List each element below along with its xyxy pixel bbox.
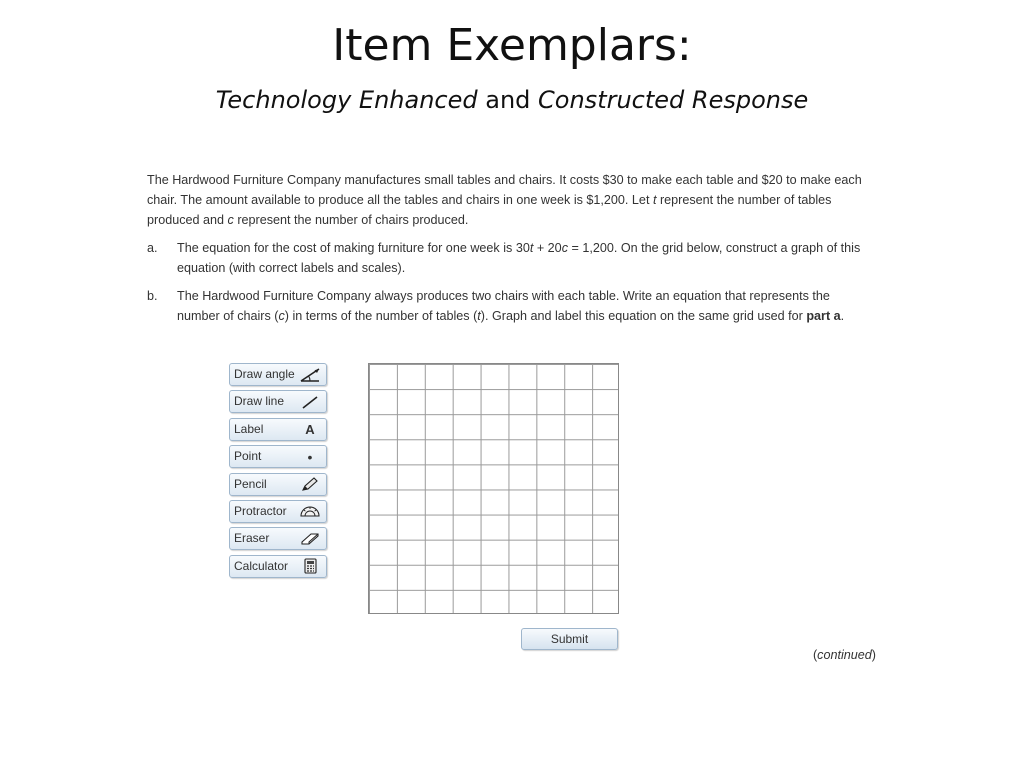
tool-label: Label [234, 421, 264, 436]
part-b-text [177, 286, 875, 326]
part-a-label: a. [147, 241, 158, 255]
b-text-1: The Hardwood Furniture Company always produces two chairs with each table. Write an equation that represents the number of chairs ( [177, 289, 830, 323]
draw-angle-button[interactable] [229, 363, 327, 386]
var-c: c [561, 241, 568, 255]
subtitle-and: and [477, 86, 539, 114]
var-c: c [227, 213, 234, 227]
eraser-icon [299, 530, 321, 547]
a-text-2: + 20 [533, 241, 562, 255]
tool-label: Protractor [234, 503, 287, 518]
pencil-icon [299, 476, 321, 493]
eraser-button[interactable] [229, 527, 327, 550]
tool-label: Calculator [234, 558, 289, 573]
b-text-3: ). Graph and label this equation on the same grid used for [480, 309, 807, 323]
var-c: c [278, 309, 285, 323]
submit-button[interactable]: Submit [521, 628, 618, 650]
part-a-reference: part a [806, 309, 841, 323]
tool-palette [229, 363, 327, 582]
intro-text-1: The Hardwood Furniture Company manufactures small tables and chairs. It costs $30 to make each table and $20 to make each chair. The amount available to produce all the tables and chairs in one week is $1,200. Let [147, 173, 862, 207]
paren-open: ( [812, 648, 818, 662]
calculator-icon [299, 558, 321, 575]
tool-label: Pencil [234, 476, 267, 491]
intro-text-3: represent the number of chairs produced. [233, 213, 469, 227]
tool-label: Draw angle [234, 367, 295, 381]
slide-subtitle [0, 82, 1024, 118]
var-t: t [652, 193, 657, 207]
a-text-3: = 1,200. On the grid below, construct a graph of this equation (with correct labels and scales). [177, 241, 861, 275]
var-t: t [529, 241, 534, 255]
subtitle-technology-enhanced: Technology Enhanced [215, 86, 478, 114]
label-a-icon: A [305, 421, 315, 437]
part-a-text [177, 238, 875, 278]
b-text-4: . [840, 309, 845, 323]
subtitle-constructed-response: Constructed Response [538, 86, 809, 114]
draw-angle-icon [299, 366, 321, 383]
pencil-button[interactable] [229, 473, 327, 496]
b-text-2: ) in terms of the number of tables ( [284, 309, 478, 323]
tool-label: Point [234, 449, 262, 464]
protractor-icon [299, 503, 321, 520]
intro-text-2: represent the number of tables produced and [147, 193, 832, 227]
tool-label: Draw line [234, 394, 285, 409]
point-icon: • [307, 448, 313, 465]
slide-title: Item Exemplars: [332, 20, 692, 71]
point-button[interactable] [229, 445, 327, 468]
draw-line-icon [299, 393, 321, 410]
label-button[interactable] [229, 418, 327, 441]
graph-grid[interactable] [368, 363, 619, 614]
var-t: t [477, 309, 481, 323]
continued-note [760, 648, 876, 662]
calculator-button[interactable] [229, 555, 327, 578]
continued-word: continued [817, 648, 872, 662]
tool-label: Eraser [234, 531, 270, 546]
part-b-label: b. [147, 289, 158, 303]
draw-line-button[interactable] [229, 390, 327, 413]
a-text-1: The equation for the cost of making furniture for one week is 30 [177, 241, 530, 255]
problem-intro [147, 170, 875, 230]
paren-close: ) [871, 648, 876, 662]
protractor-button[interactable] [229, 500, 327, 523]
